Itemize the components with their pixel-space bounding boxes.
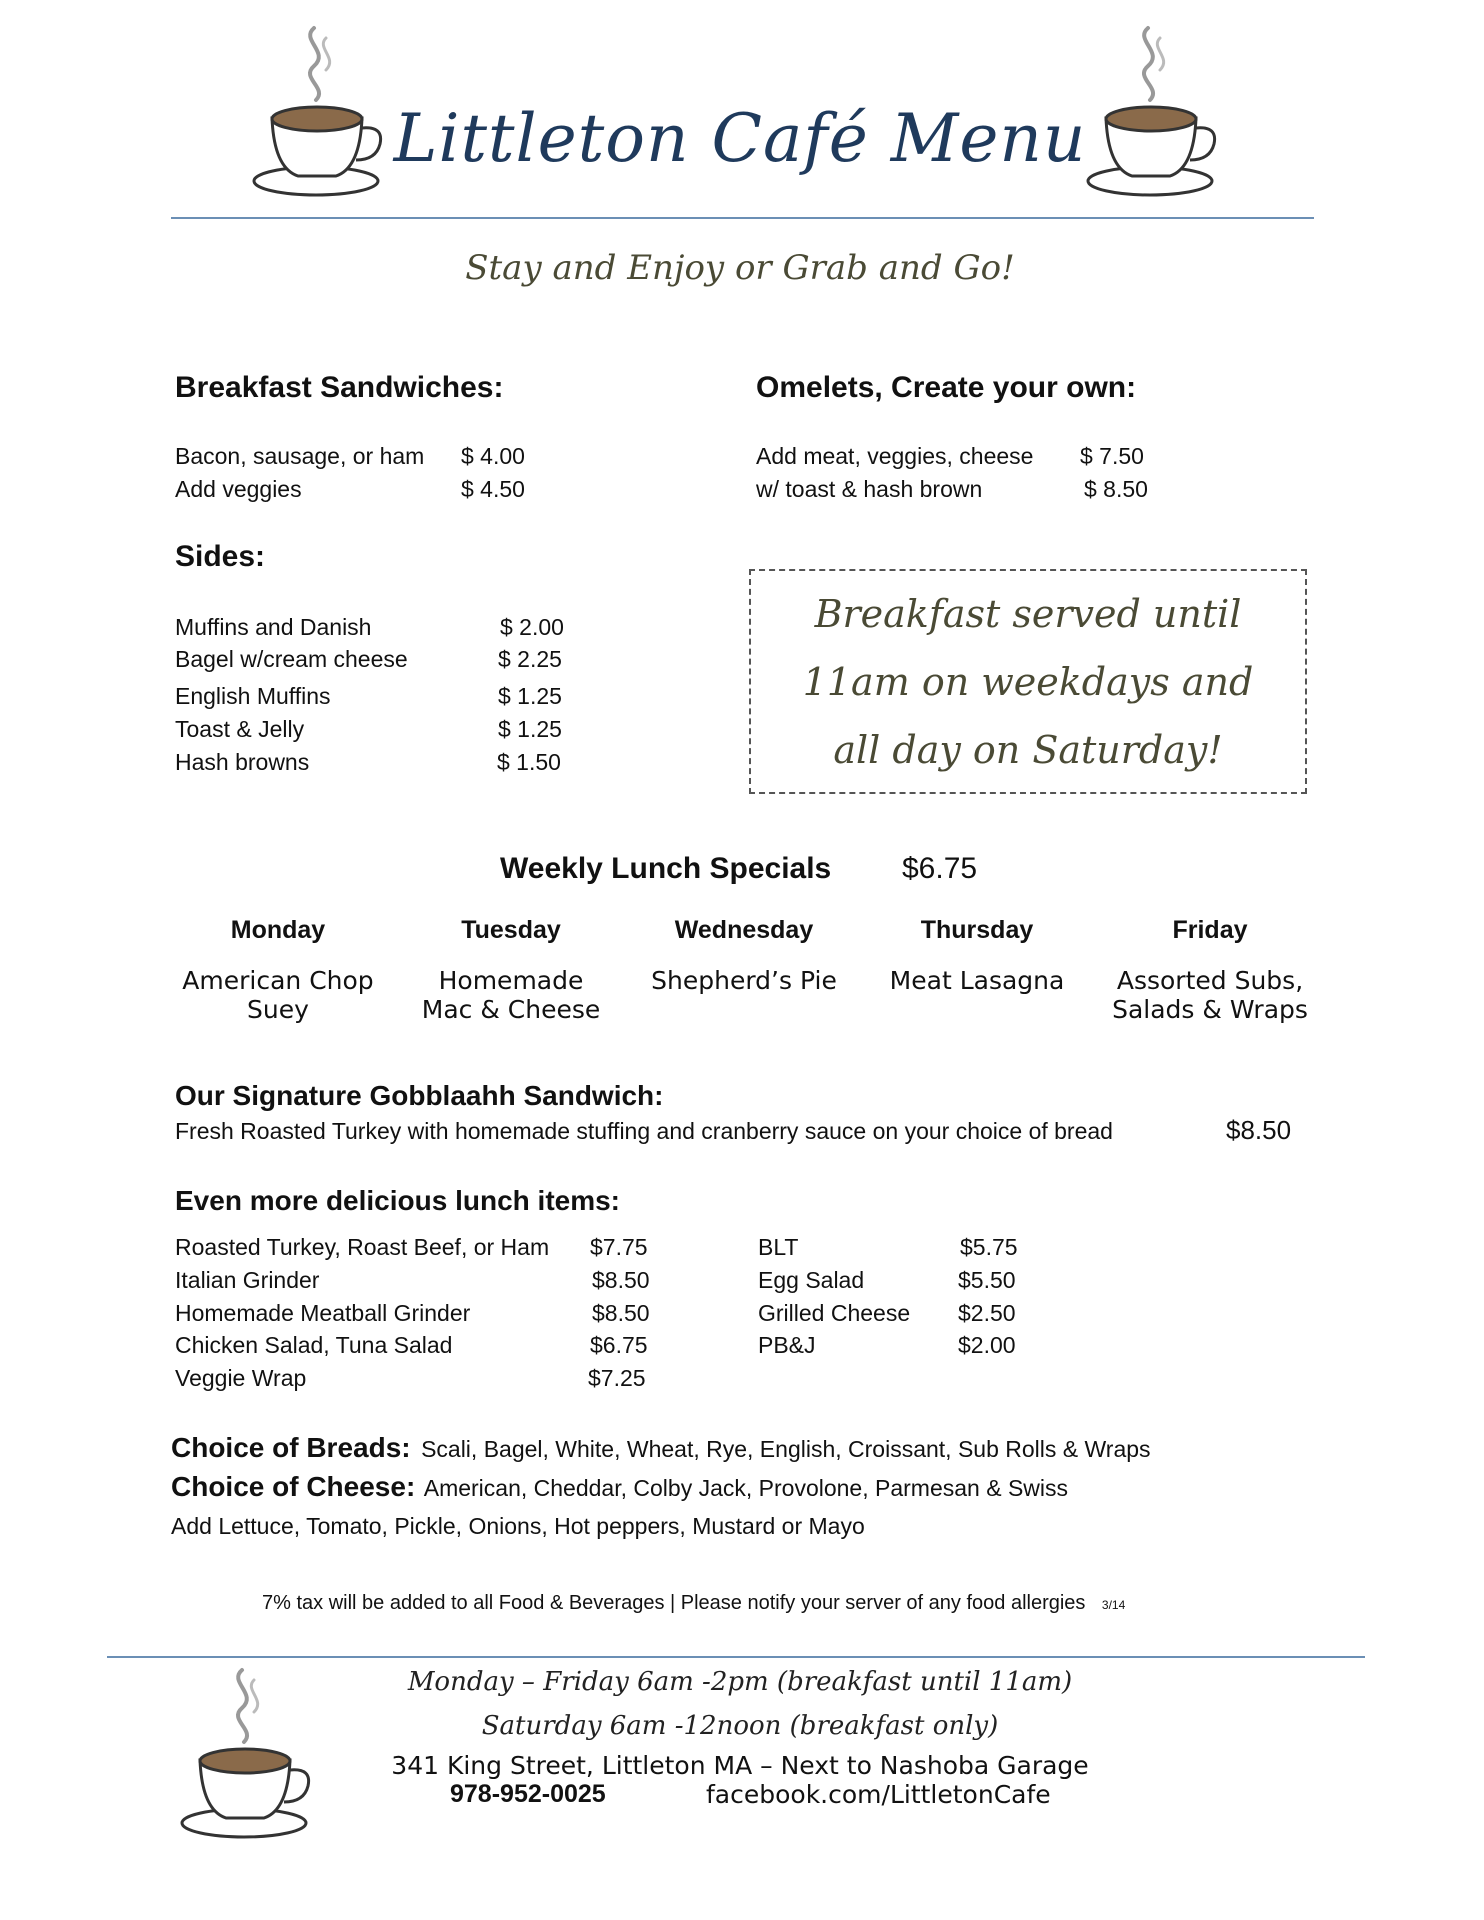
menu-price: $7.25 <box>588 1365 646 1391</box>
revision-date: 3/14 <box>1101 1598 1126 1612</box>
coffee-cup-icon-footer <box>180 1660 320 1840</box>
menu-item: Chicken Salad, Tuna Salad <box>175 1332 453 1358</box>
tagline: Stay and Enjoy or Grab and Go! <box>465 248 1015 288</box>
notice-line: 11am on weekdays and <box>802 659 1254 704</box>
menu-price: $ 2.00 <box>500 614 564 640</box>
menu-item: English Muffins <box>175 683 331 709</box>
menu-price: $ 2.25 <box>498 646 562 672</box>
breads-list: Scali, Bagel, White, Wheat, Rye, English, Croissant, Sub Rolls & Wraps <box>421 1436 1151 1462</box>
menu-price: $ 4.50 <box>461 476 525 502</box>
weekday-label: Wednesday <box>674 916 814 944</box>
weekday-label: Thursday <box>920 916 1034 944</box>
menu-price: $5.50 <box>958 1267 1016 1293</box>
signature-description: Fresh Roasted Turkey with homemade stuffing and cranberry sauce on your choice of bread <box>175 1118 1113 1144</box>
address: 341 King Street, Littleton MA – Next to Nashoba Garage <box>391 1751 1089 1780</box>
weekday-label: Monday <box>230 916 326 944</box>
menu-price: $ 1.25 <box>498 683 562 709</box>
signature-price: $8.50 <box>1226 1115 1292 1145</box>
breakfast-sandwiches-heading: Breakfast Sandwiches: <box>175 371 504 404</box>
daily-special: Meat Lasagna <box>889 966 1065 995</box>
coffee-cup-icon-right <box>1086 18 1226 198</box>
daily-special: Homemade Mac & Cheese <box>421 966 601 1024</box>
facebook-link[interactable]: facebook.com/LittletonCafe <box>706 1780 1051 1809</box>
menu-price: $ 1.50 <box>497 749 561 775</box>
weekday-label: Friday <box>1172 916 1248 944</box>
daily-special: Shepherd’s Pie <box>651 966 837 995</box>
menu-item: w/ toast & hash brown <box>756 476 983 502</box>
menu-item: Bacon, sausage, or ham <box>175 443 425 469</box>
menu-price: $6.75 <box>590 1332 648 1358</box>
menu-item: Bagel w/cream cheese <box>175 646 408 672</box>
menu-price: $5.75 <box>960 1234 1018 1260</box>
breakfast-hours-notice <box>749 569 1307 794</box>
cheese-label: Choice of Cheese: <box>171 1471 416 1502</box>
menu-item: Roasted Turkey, Roast Beef, or Ham <box>175 1234 550 1260</box>
footer-divider <box>107 1656 1365 1658</box>
coffee-cup-icon-left <box>252 18 392 198</box>
menu-price: $ 8.50 <box>1084 476 1148 502</box>
menu-item: Add veggies <box>175 476 302 502</box>
tax-note: 7% tax will be added to all Food & Beverages | Please notify your server of any food allergies 3/14 <box>262 1592 1126 1614</box>
menu-item: Egg Salad <box>758 1267 865 1293</box>
menu-price: $8.50 <box>592 1300 650 1326</box>
menu-item: Muffins and Danish <box>175 614 372 640</box>
daily-special: Assorted Subs, Salads & Wraps <box>1112 966 1308 1024</box>
menu-item: Veggie Wrap <box>175 1365 307 1391</box>
signature-sandwich-heading: Our Signature Gobblaahh Sandwich: <box>175 1080 664 1111</box>
menu-price: $ 1.25 <box>498 716 562 742</box>
cheese-list: American, Cheddar, Colby Jack, Provolone, Parmesan & Swiss <box>423 1475 1069 1501</box>
menu-price: $8.50 <box>592 1267 650 1293</box>
header-divider <box>171 217 1314 219</box>
addons-line: Add Lettuce, Tomato, Pickle, Onions, Hot peppers, Mustard or Mayo <box>171 1513 865 1539</box>
menu-item: BLT <box>758 1234 799 1260</box>
lunch-items-heading: Even more delicious lunch items: <box>175 1185 621 1216</box>
notice-line: Breakfast served until <box>814 591 1242 636</box>
menu-item: PB&J <box>758 1332 816 1358</box>
notice-line: all day on Saturday! <box>833 727 1223 772</box>
menu-price: $ 4.00 <box>461 443 525 469</box>
saturday-hours: Saturday 6am -12noon (breakfast only) <box>481 1711 999 1741</box>
menu-item: Hash browns <box>175 749 310 775</box>
menu-price: $2.50 <box>958 1300 1016 1326</box>
menu-item: Toast & Jelly <box>175 716 305 742</box>
weekday-hours: Monday – Friday 6am -2pm (breakfast until 11am) <box>407 1667 1073 1697</box>
omelets-heading: Omelets, Create your own: <box>756 371 1137 404</box>
cheese-choice-row <box>171 1471 1068 1503</box>
page-title: Littleton Café Menu <box>393 100 1087 177</box>
menu-item: Add meat, veggies, cheese <box>756 443 1034 469</box>
breads-choice-row <box>171 1432 1151 1464</box>
menu-item: Grilled Cheese <box>758 1300 911 1326</box>
weekday-label: Tuesday <box>461 916 561 944</box>
sides-heading: Sides: <box>175 540 266 573</box>
phone-number[interactable]: 978-952-0025 <box>450 1780 606 1808</box>
daily-special: American Chop Suey <box>182 966 374 1024</box>
menu-item: Italian Grinder <box>175 1267 320 1293</box>
lunch-specials-price: $6.75 <box>902 852 978 885</box>
menu-price: $ 7.50 <box>1080 443 1144 469</box>
menu-item: Homemade Meatball Grinder <box>175 1300 471 1326</box>
menu-price: $2.00 <box>958 1332 1016 1358</box>
lunch-specials-heading: Weekly Lunch Specials <box>500 852 832 885</box>
menu-price: $7.75 <box>590 1234 648 1260</box>
breads-label: Choice of Breads: <box>171 1432 411 1463</box>
